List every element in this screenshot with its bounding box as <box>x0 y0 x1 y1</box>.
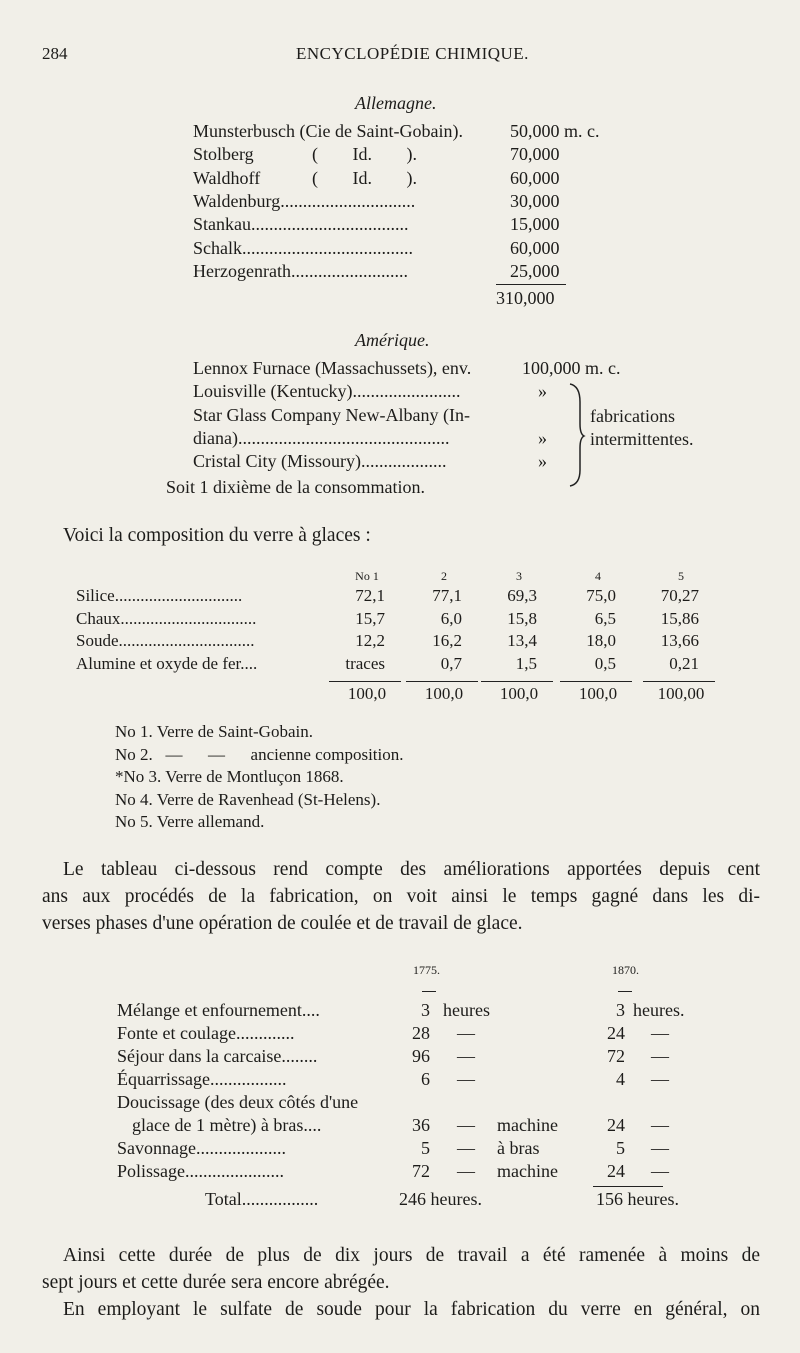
germany-row-value: 30,000 <box>510 190 560 211</box>
america-row-value: 100,000 m. c. <box>522 358 621 378</box>
composition-total: 100,0 <box>499 684 539 703</box>
america-row-value: » <box>538 451 547 472</box>
composition-cell: 6,0 <box>440 608 462 628</box>
timeline-row-label: Équarrissage................. <box>117 1069 287 1089</box>
germany-row-value: 25,000 <box>510 260 560 281</box>
composition-cell: 6,5 <box>594 608 616 628</box>
germany-total: 310,000 <box>496 288 555 308</box>
composition-total: 100,0 <box>347 684 387 703</box>
composition-cell: 69,3 <box>507 586 537 605</box>
composition-cell: 70,27 <box>660 586 699 605</box>
timeline-1870-value: 4 <box>616 1069 625 1089</box>
germany-row-value: 60,000 <box>510 237 560 258</box>
paragraph-line: ans aux procédés de la fabrication, on voit ainsi le temps gagné dans les di- <box>42 886 760 907</box>
composition-cell: traces <box>345 653 385 673</box>
timeline-1775-value: 36 <box>412 1115 430 1135</box>
composition-cell: 0,21 <box>669 653 699 673</box>
timeline-1870-unit: heures. <box>633 1000 685 1020</box>
germany-row-value: 60,000 <box>510 167 560 188</box>
timeline-1870-unit: — <box>651 1069 669 1089</box>
composition-total: 100,0 <box>424 684 464 703</box>
timeline-1775-value: 3 <box>421 1000 430 1020</box>
composition-cell: 15,7 <box>355 608 385 628</box>
composition-column-header: No 1 <box>355 569 379 583</box>
composition-cell: 0,7 <box>440 653 462 673</box>
page-number: 284 <box>42 44 68 63</box>
germany-row-value: 15,000 <box>510 214 560 235</box>
timeline-row-label: glace de 1 mètre) à bras.... <box>132 1115 322 1135</box>
timeline-1870-value: 3 <box>616 1000 625 1020</box>
timeline-1775-unit: — <box>457 1069 475 1089</box>
timeline-1870-unit: — <box>651 1046 669 1066</box>
year-dash <box>618 991 632 992</box>
timeline-row-label: Mélange et enfournement.... <box>117 1000 320 1020</box>
composition-cell: 13,4 <box>507 631 537 650</box>
composition-cell: 1,5 <box>515 653 537 673</box>
composition-row-label: Alumine et oxyde de fer.... <box>76 653 258 673</box>
composition-row-label: Soude................................ <box>76 631 255 650</box>
paragraph-line: En employant le sulfate de soude pour la fabrication du verre en général, on <box>63 1299 760 1320</box>
year-1870: 1870. <box>612 963 639 977</box>
timeline-total-1870: 156 heures. <box>596 1189 679 1209</box>
timeline-1870-value: 5 <box>616 1138 625 1158</box>
timeline-1870-value: 24 <box>607 1115 625 1135</box>
america-row-label: Star Glass Company New-Albany (In- <box>193 404 470 425</box>
timeline-method: machine <box>497 1161 558 1181</box>
germany-row-label: Waldhoff <box>193 167 261 188</box>
composition-row-label: Silice.............................. <box>76 586 243 605</box>
timeline-row-label: Polissage...................... <box>117 1161 285 1181</box>
germany-row-value: 70,000 <box>510 144 560 165</box>
paragraph-line: verses phases d'une opération de coulée et de travail de glace. <box>42 913 523 934</box>
composition-cell: 77,1 <box>432 586 462 605</box>
timeline-1775-unit: heures <box>443 1000 490 1020</box>
timeline-1870-unit: — <box>651 1023 669 1043</box>
timeline-1775-value: 96 <box>412 1046 430 1066</box>
year-1775: 1775. <box>413 963 440 977</box>
paragraph-line: sept jours et cette durée sera encore abrégée. <box>42 1272 390 1293</box>
composition-column-header: 3 <box>516 569 522 583</box>
timeline-1870-value: 24 <box>607 1161 625 1181</box>
america-note-1: fabrications <box>590 406 675 426</box>
composition-note: No 2. — — ancienne composition. <box>115 744 404 764</box>
paragraph-line: Ainsi cette durée de plus de dix jours de travail a été ramenée à moins de <box>63 1245 760 1266</box>
timeline-1775-unit: — <box>457 1023 475 1043</box>
composition-cell: 15,86 <box>660 608 699 628</box>
timeline-1775-unit: — <box>457 1046 475 1066</box>
timeline-1775-unit: — <box>457 1115 475 1135</box>
timeline-1775-unit: — <box>457 1161 475 1181</box>
germany-row-label: Stolberg <box>193 144 254 165</box>
timeline-1775-value: 72 <box>412 1161 430 1181</box>
timeline-1775-value: 28 <box>412 1023 430 1043</box>
timeline-total-1775: 246 heures. <box>399 1189 482 1209</box>
total-rule <box>593 1186 663 1187</box>
timeline-1775-value: 5 <box>421 1138 430 1158</box>
composition-cell: 72,1 <box>355 586 385 605</box>
composition-note: *No 3. Verre de Montluçon 1868. <box>115 767 344 786</box>
total-rule <box>496 284 566 285</box>
timeline-1870-unit: — <box>651 1115 669 1135</box>
composition-intro: Voici la composition du verre à glaces : <box>63 525 371 546</box>
america-row-label: Louisville (Kentucky)........................ <box>193 381 461 402</box>
germany-row-value: 50,000 m. c. <box>510 121 600 141</box>
sum-rule <box>406 681 478 682</box>
year-dash <box>422 991 436 992</box>
germany-row-id: ( Id. ). <box>312 167 417 188</box>
composition-cell: 13,66 <box>660 631 699 650</box>
composition-cell: 15,8 <box>507 608 537 628</box>
timeline-1870-value: 72 <box>607 1046 625 1066</box>
section-title-germany: Allemagne. <box>355 93 437 113</box>
timeline-1775-unit: — <box>457 1138 475 1158</box>
timeline-1870-unit: — <box>651 1161 669 1181</box>
america-summary: Soit 1 dixième de la consommation. <box>166 477 425 497</box>
composition-cell: 0,5 <box>594 653 616 673</box>
timeline-row-label: Savonnage.................... <box>117 1138 286 1158</box>
germany-row-label: Waldenburg.............................. <box>193 190 416 211</box>
america-row-value: » <box>538 427 547 448</box>
composition-note: No 1. Verre de Saint-Gobain. <box>115 722 313 741</box>
germany-row-label: Munsterbusch (Cie de Saint-Gobain). <box>193 121 463 141</box>
america-row-label: Lennox Furnace (Massachussets), env. <box>193 358 472 378</box>
germany-row-label: Schalk...................................... <box>193 237 413 258</box>
timeline-row-label: Doucissage (des deux côtés d'une <box>117 1092 359 1112</box>
composition-row-label: Chaux................................ <box>76 608 257 628</box>
sum-rule <box>560 681 632 682</box>
america-note-2: intermittentes. <box>590 429 694 449</box>
sum-rule <box>643 681 715 682</box>
timeline-method: à bras <box>497 1138 540 1158</box>
composition-cell: 16,2 <box>432 631 462 650</box>
germany-row-label: Herzogenrath.......................... <box>193 260 408 281</box>
timeline-total-label: Total................. <box>205 1189 319 1209</box>
composition-column-header: 2 <box>441 569 447 583</box>
composition-column-header: 4 <box>595 569 601 583</box>
composition-cell: 18,0 <box>586 631 616 650</box>
composition-note: No 4. Verre de Ravenhead (St-Helens). <box>115 789 381 809</box>
composition-note: No 5. Verre allemand. <box>115 812 265 831</box>
paragraph-line: Le tableau ci-dessous rend compte des améliorations apportées depuis cent <box>63 859 760 880</box>
composition-cell: 75,0 <box>586 586 616 605</box>
sum-rule <box>481 681 553 682</box>
america-row-label: diana)............................................... <box>193 427 450 448</box>
sum-rule <box>329 681 401 682</box>
timeline-1870-unit: — <box>651 1138 669 1158</box>
brace <box>566 380 586 488</box>
section-title-america: Amérique. <box>355 330 430 350</box>
running-title: ENCYCLOPÉDIE CHIMIQUE. <box>296 44 529 63</box>
timeline-1775-value: 6 <box>421 1069 430 1089</box>
composition-column-header: 5 <box>678 569 684 583</box>
timeline-1870-value: 24 <box>607 1023 625 1043</box>
germany-row-id: ( Id. ). <box>312 144 417 165</box>
timeline-row-label: Séjour dans la carcaise........ <box>117 1046 318 1066</box>
america-row-value: » <box>538 381 547 402</box>
germany-row-label: Stankau................................... <box>193 214 409 235</box>
composition-total: 100,0 <box>578 684 618 703</box>
timeline-row-label: Fonte et coulage............. <box>117 1023 295 1043</box>
composition-total: 100,00 <box>657 684 705 703</box>
timeline-method: machine <box>497 1115 558 1135</box>
composition-cell: 12,2 <box>355 631 385 650</box>
america-row-label: Cristal City (Missoury)................... <box>193 451 447 472</box>
